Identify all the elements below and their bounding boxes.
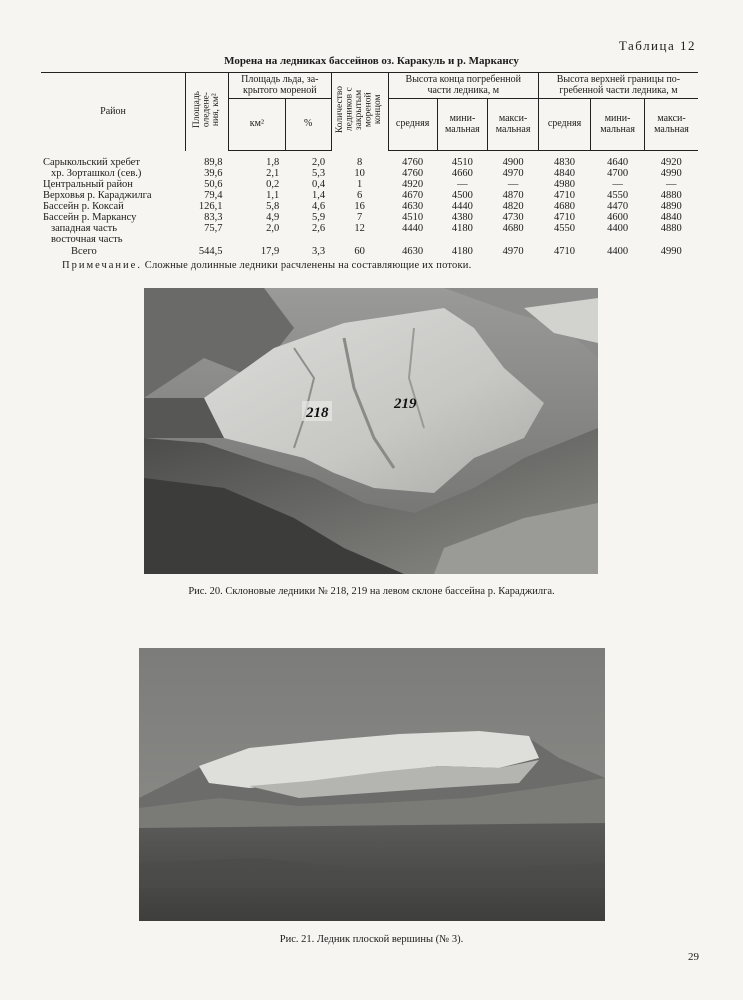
table-row <box>41 168 698 179</box>
table-cell-end-max: 4900 <box>502 157 524 168</box>
table-cell-end-min: 4180 <box>451 246 473 258</box>
table-cell-end-min: 4380 <box>451 212 473 224</box>
col-header-end-height: Высота конца погребенной части ледника, м <box>388 73 538 99</box>
table-row <box>41 245 698 257</box>
col-header-up-min: мини- мальная <box>591 99 645 151</box>
table-cell-count: 8 <box>357 156 363 168</box>
table-cell-region: хр. Зорташкол (сев.) <box>51 168 142 180</box>
col-header-covered-area: Площадь льда, за- крытого мореной <box>229 73 332 99</box>
table-cell-pct: 2,6 <box>312 223 326 235</box>
glacier-label-219: 219 <box>394 396 417 412</box>
table-cell-up-avg: 4710 <box>554 212 575 224</box>
table-cell-region: восточная часть <box>51 234 123 246</box>
col-header-end-max: макси- мальная <box>488 99 539 151</box>
table-cell-up-min <box>591 234 645 245</box>
table-cell-up-avg <box>538 234 590 245</box>
table-cell-pct: 5,9 <box>312 212 326 224</box>
table-row <box>41 234 698 245</box>
table-cell-end-min: 4440 <box>451 201 473 213</box>
table-cell-end-avg: 4440 <box>402 223 424 235</box>
table-cell-end-avg <box>388 234 437 245</box>
col-header-up-max: макси- мальная <box>645 99 698 151</box>
table-cell-count: 16 <box>354 201 365 213</box>
table-cell-end-max: 4970 <box>502 168 524 180</box>
col-header-area: Площадь оледене- ния, км² <box>186 73 229 151</box>
table-cell-end-max: 4870 <box>502 190 524 202</box>
table-cell-up-min: 4550 <box>607 190 629 202</box>
table-cell-region: западная часть <box>51 223 118 235</box>
table-cell-end-avg: 4920 <box>402 179 424 191</box>
table-cell-region: Центральный район <box>43 179 133 191</box>
photo-flat-summit-glacier <box>139 648 605 921</box>
table-cell-area: 75,7 <box>204 223 223 235</box>
table-cell-end-avg: 4630 <box>402 246 424 258</box>
table-cell-pct: 1,4 <box>312 190 326 202</box>
moraine-table <box>41 72 698 257</box>
col-header-end-avg: средняя <box>388 99 437 151</box>
table-cell-up-avg: 4980 <box>554 179 575 191</box>
table-cell-end-avg: 4760 <box>402 157 424 168</box>
col-header-km2: км² <box>229 99 286 151</box>
table-cell-km2: 5,8 <box>266 201 280 213</box>
table-cell-count <box>331 234 388 245</box>
table-cell-up-avg: 4550 <box>554 223 575 235</box>
table-cell-count: 10 <box>354 168 365 180</box>
photo-flat-summit-glacier-image <box>139 648 605 921</box>
table-cell-up-min: — <box>612 179 623 191</box>
table-cell-end-max: 4730 <box>502 212 524 224</box>
table-cell-km2: 1,1 <box>266 190 280 202</box>
table-cell-up-avg: 4710 <box>554 190 575 202</box>
table-cell-end-avg: 4510 <box>402 212 424 224</box>
table-cell-km2: 17,9 <box>260 246 280 258</box>
table-cell-region: Сарыкольский хребет <box>43 156 140 168</box>
table-title: Морена на ледниках бассейнов оз. Каракуль и р. Маркансу <box>224 55 519 67</box>
photo-slope-glaciers-image <box>144 288 598 574</box>
table-cell-up-avg: 4680 <box>554 201 575 213</box>
table-cell-end-max: 4680 <box>502 223 524 235</box>
note-text: Сложные долинные ледники расчленены на составляющие их потоки. <box>141 260 472 271</box>
table-cell-region: Бассейн р. Маркансу <box>43 212 137 224</box>
table-cell-up-avg: 4830 <box>554 157 575 168</box>
table-cell-up-avg: 4710 <box>554 246 575 258</box>
table-cell-km2: 4,9 <box>266 212 280 224</box>
table-cell-area: 39,6 <box>204 168 223 180</box>
table-cell-up-max: 4890 <box>660 201 682 213</box>
table-row <box>41 201 698 212</box>
table-cell-up-max: — <box>666 179 677 191</box>
table-cell-up-min: 4400 <box>607 223 629 235</box>
figure-20-caption: Рис. 20. Склоновые ледники № 218, 219 на левом склоне бассейна р. Караджилга. <box>188 586 555 597</box>
glacier-label-218: 218 <box>306 405 329 421</box>
table-cell-km2: 0,2 <box>266 179 280 191</box>
table-cell-km2: 1,8 <box>266 157 280 168</box>
table-cell-up-max: 4880 <box>660 223 682 235</box>
table-cell-end-max <box>488 234 539 245</box>
table-cell-area: 79,4 <box>204 190 223 202</box>
table-cell-region: Бассейн р. Коксай <box>43 201 124 213</box>
table-cell-up-max: 4920 <box>660 157 682 168</box>
table-cell-region: Всего <box>71 246 97 258</box>
figure-21-caption: Рис. 21. Ледник плоской вершины (№ 3). <box>279 934 464 945</box>
table-row <box>41 190 698 201</box>
table-cell-end-avg: 4630 <box>402 201 424 213</box>
table-cell-area <box>186 234 229 245</box>
table-cell-end-min <box>437 234 488 245</box>
table-cell-count: 60 <box>354 246 365 258</box>
table-cell-area: 544,5 <box>198 246 223 258</box>
table-row <box>41 179 698 190</box>
table-cell-pct: 2,0 <box>312 157 326 168</box>
table-cell-pct <box>285 234 331 245</box>
table-cell-pct: 5,3 <box>312 168 326 180</box>
table-cell-count: 7 <box>357 212 363 224</box>
table-cell-up-min: 4600 <box>607 212 629 224</box>
table-cell-pct: 3,3 <box>312 246 326 258</box>
table-cell-km2: 2,0 <box>266 223 280 235</box>
table-number: Таблица 12 <box>618 38 696 53</box>
table-row <box>41 151 698 169</box>
table-cell-end-min: — <box>457 179 468 191</box>
table-cell-end-max: — <box>507 179 519 191</box>
col-header-end-min: мини- мальная <box>437 99 488 151</box>
table-note <box>62 260 471 271</box>
table-cell-area: 83,3 <box>204 212 223 224</box>
col-header-region: Район <box>41 73 186 151</box>
page-number: 29 <box>688 951 699 963</box>
col-header-pct: % <box>285 99 331 151</box>
table-cell-up-min: 4640 <box>607 157 629 168</box>
table-row <box>41 223 698 234</box>
table-cell-area: 126,1 <box>198 201 223 213</box>
table-cell-region: Верховья р. Караджилга <box>43 190 152 202</box>
table-cell-up-max: 4880 <box>660 190 682 202</box>
table-cell-km2: 2,1 <box>266 168 280 180</box>
table-cell-up-avg: 4840 <box>554 168 575 180</box>
table-cell-end-min: 4500 <box>451 190 473 202</box>
table-cell-end-max: 4820 <box>502 201 524 213</box>
table-cell-count: 12 <box>354 223 365 235</box>
table-cell-end-min: 4180 <box>451 223 473 235</box>
table-cell-up-max <box>645 234 698 245</box>
table-cell-up-min: 4470 <box>607 201 629 213</box>
table-cell-end-max: 4970 <box>502 246 524 258</box>
col-header-upper-height: Высота верхней границы по- гребенной части ледника, м <box>538 73 698 99</box>
col-header-count: Количество ледников с закрытым мореной концом <box>331 73 388 151</box>
table-cell-end-min: 4510 <box>451 157 473 168</box>
table-cell-pct: 0,4 <box>312 179 326 191</box>
table-cell-area: 50,6 <box>204 179 223 191</box>
table-cell-up-min: 4700 <box>607 168 629 180</box>
table-cell-up-max: 4990 <box>660 168 682 180</box>
note-lead: Примечание. <box>62 260 142 271</box>
table-cell-up-min: 4400 <box>607 246 629 258</box>
table-cell-end-avg: 4760 <box>402 168 424 180</box>
table-cell-up-max: 4840 <box>660 212 682 224</box>
table-cell-km2 <box>229 234 286 245</box>
table-cell-pct: 4,6 <box>312 201 326 213</box>
table-cell-end-min: 4660 <box>451 168 473 180</box>
table-cell-count: 6 <box>357 190 363 202</box>
table-cell-end-avg: 4670 <box>402 190 424 202</box>
photo-slope-glaciers <box>144 288 598 574</box>
col-header-up-avg: средняя <box>538 99 590 151</box>
table-row <box>41 212 698 223</box>
table-cell-up-max: 4990 <box>660 246 682 258</box>
table-cell-area: 89,8 <box>204 156 223 168</box>
table-cell-count: 1 <box>357 179 363 191</box>
